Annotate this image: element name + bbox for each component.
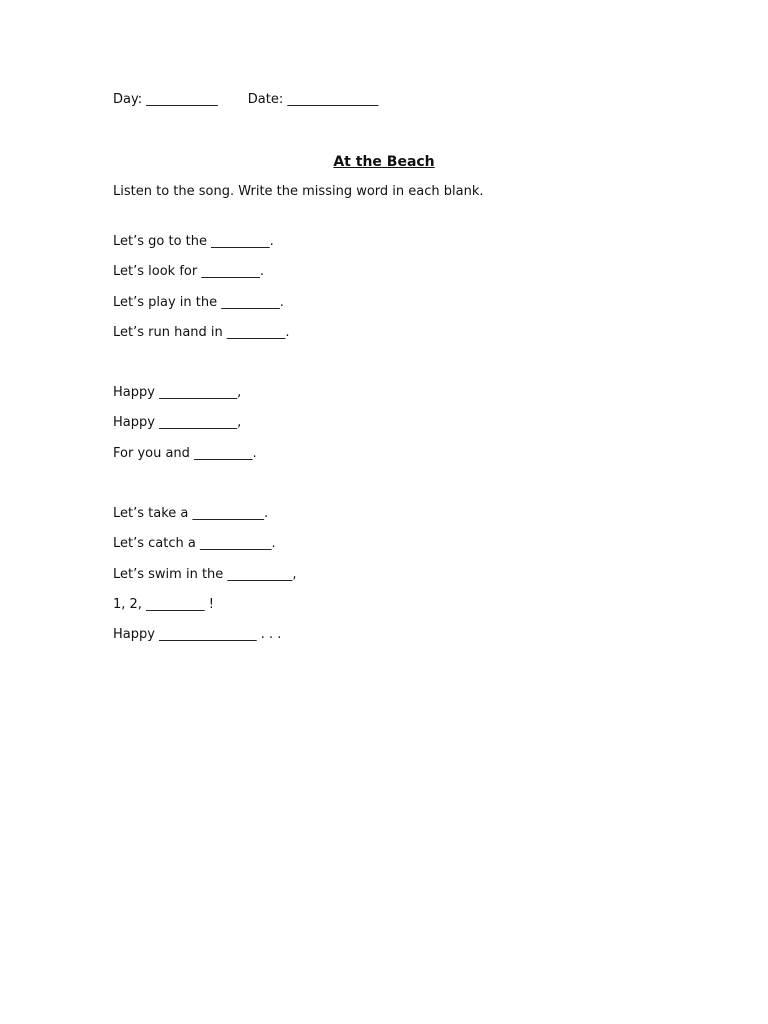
lyric-line: Let’s look for _________. bbox=[113, 264, 264, 280]
verse-2 bbox=[113, 385, 257, 476]
date-field: Date: ______________ bbox=[247, 92, 379, 107]
lyric-line: Happy ____________, bbox=[113, 415, 242, 431]
lyric-line: Happy ____________, bbox=[113, 385, 242, 400]
instructions-text: Listen to the song. Write the missing word in each blank. bbox=[113, 184, 484, 199]
page-title: At the Beach bbox=[333, 154, 435, 170]
lyric-line: Let’s play in the _________. bbox=[113, 294, 284, 310]
lyric-line: 1, 2, _________ ! bbox=[113, 596, 214, 612]
verse-3 bbox=[113, 506, 297, 657]
verse-1 bbox=[113, 234, 290, 355]
lyric-line: Let’s take a ___________. bbox=[113, 506, 269, 521]
header-fields bbox=[113, 92, 378, 108]
lyric-line: For you and _________. bbox=[113, 445, 257, 461]
lyric-line: Let’s swim in the __________, bbox=[113, 566, 297, 582]
lyric-line: Happy _______________ . . . bbox=[113, 627, 282, 643]
lyric-line: Let’s run hand in _________. bbox=[113, 324, 290, 340]
lyric-line: Let’s catch a ___________. bbox=[113, 536, 276, 552]
day-field: Day: ___________ bbox=[113, 92, 218, 107]
lyric-line: Let’s go to the _________. bbox=[113, 234, 274, 249]
